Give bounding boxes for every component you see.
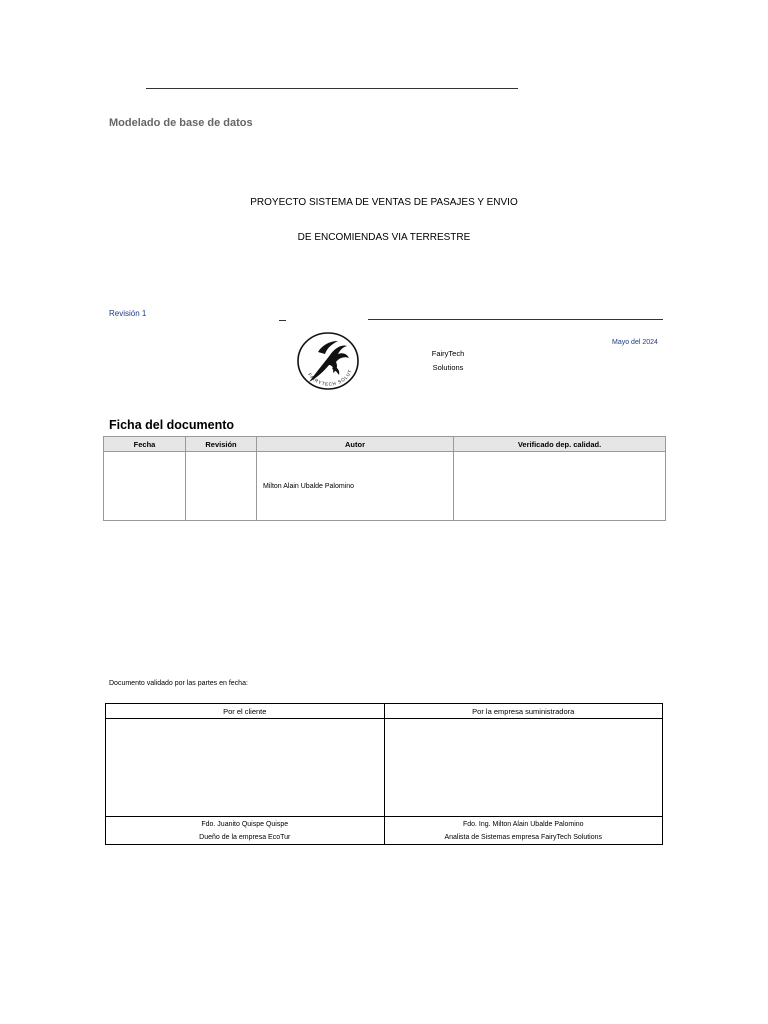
signature-space-row [106,719,663,817]
column-header-fecha: Fecha [104,437,186,452]
cell-verificado [454,452,666,521]
project-title-line-1: PROYECTO SISTEMA DE VENTAS DE PASAJES Y ENVIO [250,197,518,208]
client-name: Fdo. Juanito Quispe Quispe [201,820,289,828]
client-signatory [106,817,385,845]
svg-text:FAIRYTECH SOLUTIONS: FAIRYTECH SOLUT [307,368,353,387]
signature-table [105,703,663,845]
long-rule [368,319,663,320]
table-header-row [104,437,666,452]
column-header-verificado: Verificado dep. calidad. [454,437,666,452]
cell-revision [186,452,257,521]
top-rule [146,88,518,89]
signature-names-row [106,817,663,845]
table-row [104,452,666,521]
client-header: Por el cliente [106,704,385,719]
fairy-tail-emblem-icon [294,330,364,392]
validation-statement: Documento validado por las partes en fecha: [109,680,248,687]
supplier-name: Fdo. Ing. Milton Alain Ubalde Palomino [462,820,584,828]
date-label: Mayo del 2024 [612,339,658,346]
document-type-title: Modelado de base de datos [109,117,253,129]
cell-fecha [104,452,186,521]
company-logo [294,330,364,392]
supplier-signature-area [384,719,663,817]
document-sheet-table [103,436,666,521]
project-title-line-2: DE ENCOMIENDAS VIA TERRESTRE [297,232,471,243]
column-header-revision: Revisión [186,437,257,452]
cell-autor: Milton Alain Ubalde Palomino [257,452,454,521]
signature-header-row [106,704,663,719]
company-name-line-2: Solutions [432,363,464,372]
short-rule [279,320,286,321]
client-role: Dueño de la empresa EcoTur [199,833,291,841]
supplier-signatory [384,817,663,845]
revision-label: Revisión 1 [109,309,147,318]
company-name-line-1: FairyTech [431,349,465,358]
document-sheet-heading: Ficha del documento [109,418,235,432]
supplier-header: Por la empresa suministradora [384,704,663,719]
column-header-autor: Autor [257,437,454,452]
client-signature-area [106,719,385,817]
supplier-role: Analista de Sistemas empresa FairyTech Solutions [444,833,603,841]
